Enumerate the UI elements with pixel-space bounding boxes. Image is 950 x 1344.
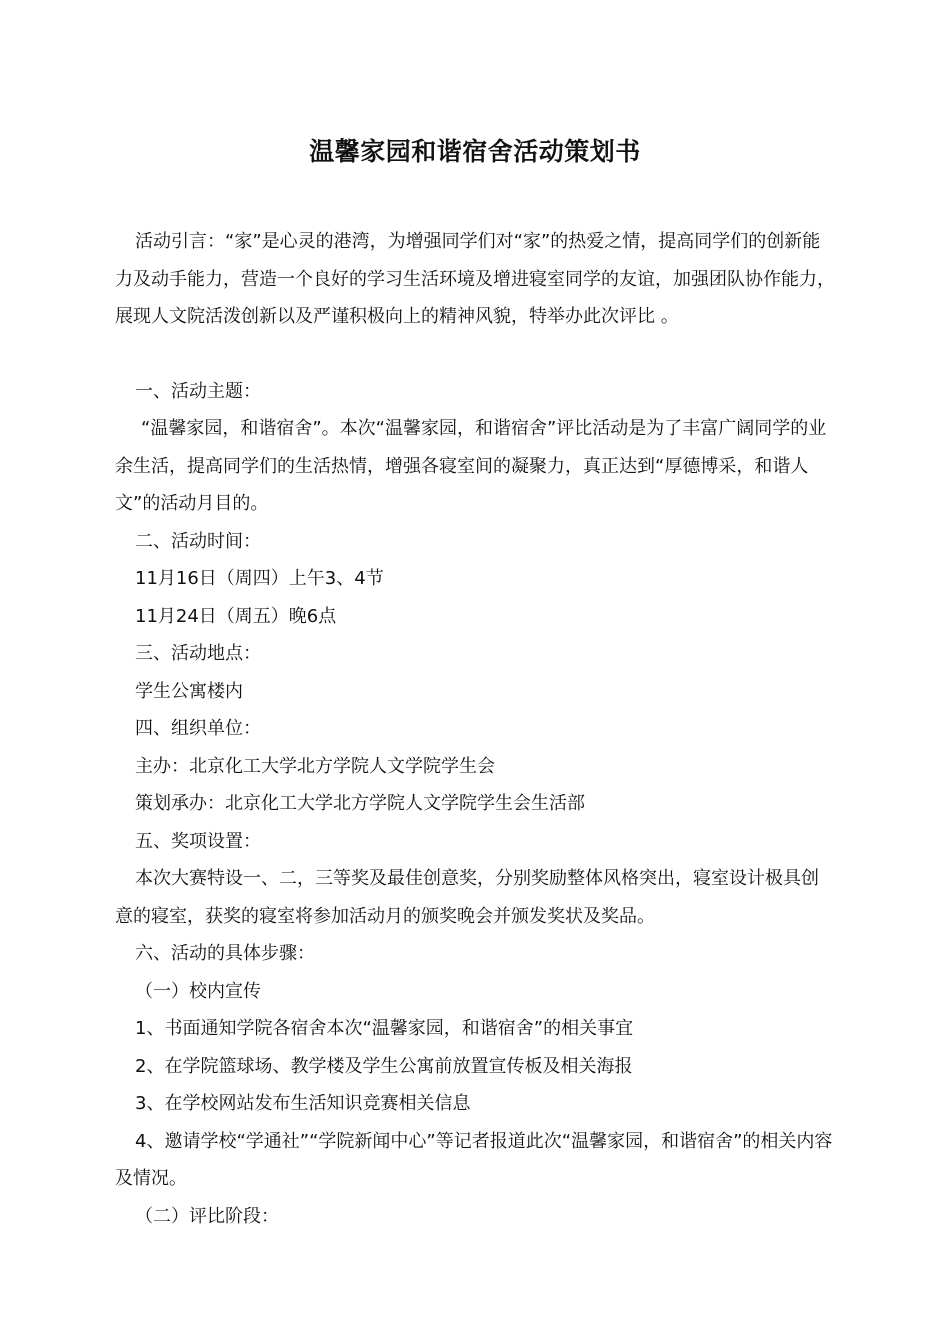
organizer-heading: 四、组织单位：	[135, 718, 261, 739]
organizer-planner: 策划承办：北京化工大学北方学院人文学院学生会生活部	[135, 793, 585, 814]
time-heading: 二、活动时间：	[135, 530, 261, 552]
organizer-host: 主办：北京化工大学北方学院人文学院学生会	[135, 755, 495, 777]
award-paragraph: 本次大赛特设一、二，三等奖及最佳创意奖，分别奖励整体风格突出，寝室设计极具创意的寝室，获奖的寝室将参加活动月的颁奖晚会并颁发奖状及奖品。	[115, 868, 819, 927]
step-group-2: （二）评比阶段：	[135, 1205, 279, 1227]
time-item-1: 11月16日（周四）上午3、4节	[135, 568, 384, 589]
document-title: 温馨家园和谐宿舍活动策划书	[309, 137, 641, 166]
step-group-1: （一）校内宣传	[135, 980, 261, 1002]
document-body	[115, 223, 835, 1235]
step-item-2: 2、在学院篮球场、教学楼及学生公寓前放置宣传板及相关海报	[135, 1055, 633, 1077]
theme-heading: 一、活动主题：	[135, 380, 261, 402]
award-heading: 五、奖项设置：	[135, 830, 261, 852]
step-item-3: 3、在学校网站发布生活知识竞赛相关信息	[135, 1093, 471, 1114]
time-item-2: 11月24日（周五）晚6点	[135, 605, 337, 627]
step-item-4: 4、邀请学校“学通社”“学院新闻中心”等记者报道此次“温馨家园，和谐宿舍”的相关内容及情况。	[115, 1130, 833, 1189]
paragraph-spacer	[115, 336, 835, 373]
theme-paragraph: “温馨家园，和谐宿舍”。本次“温馨家园，和谐宿舍”评比活动是为了丰富广阔同学的业余生活，提高同学们的生活热情，增强各寝室间的凝聚力，真正达到“厚德博采，和谐人文”的活动月目的。	[115, 418, 827, 514]
place-heading: 三、活动地点：	[135, 643, 261, 664]
intro-paragraph: 活动引言：“家”是心灵的港湾，为增强同学们对“家”的热爱之情，提高同学们的创新能力及动手能力，营造一个良好的学习生活环境及增进寝室同学的友谊，加强团队协作能力，展现人文院活泼创新以及严谨积极向上的精神风貌，特举办此次评比 。	[115, 231, 835, 327]
steps-heading: 六、活动的具体步骤：	[135, 943, 315, 964]
place-text: 学生公寓楼内	[135, 680, 243, 702]
step-item-1: 1、书面通知学院各宿舍本次“温馨家园，和谐宿舍”的相关事宜	[135, 1018, 634, 1039]
